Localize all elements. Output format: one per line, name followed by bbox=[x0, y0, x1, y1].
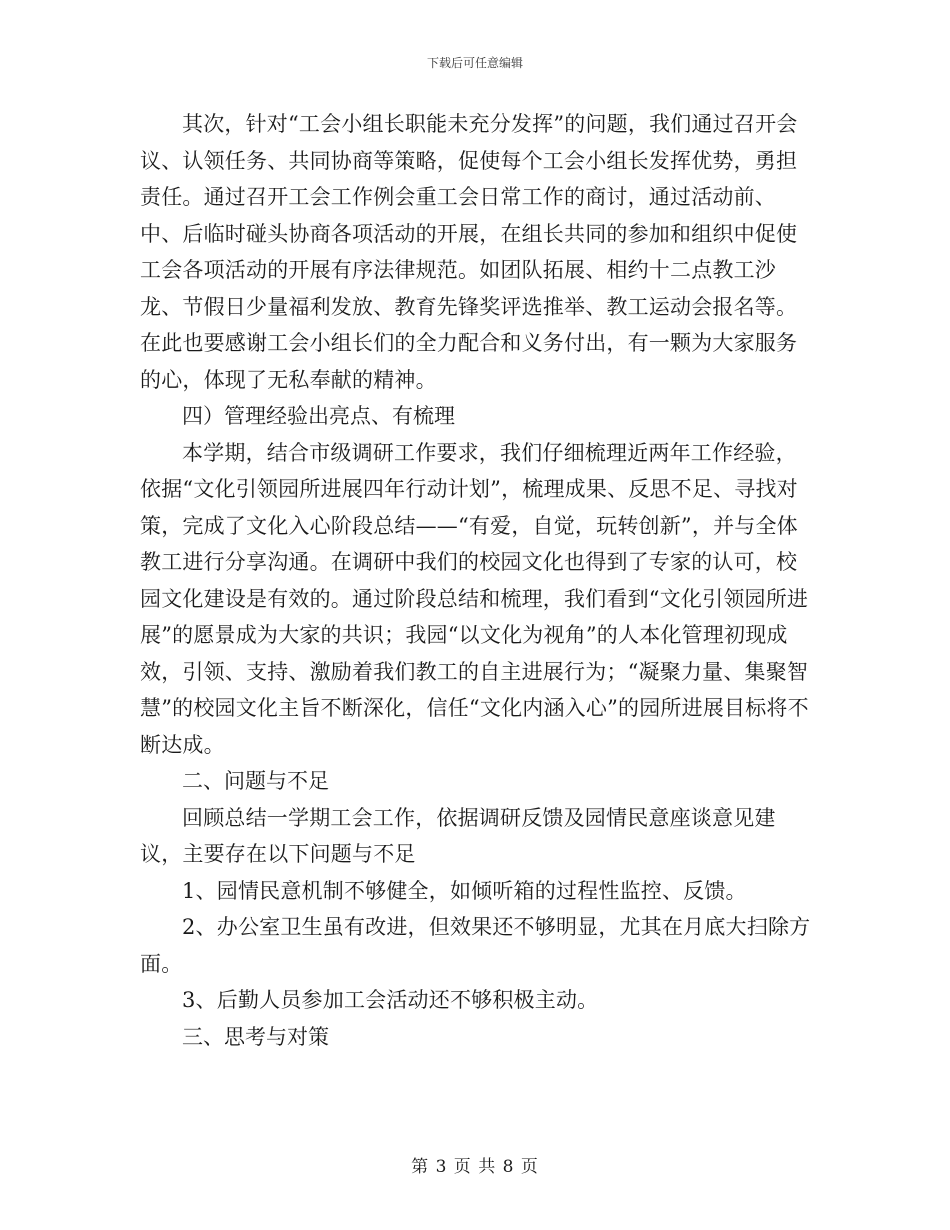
page-number: 第 3 页 共 8 页 bbox=[411, 1157, 539, 1177]
paragraph-culture-summary: 本学期，结合市级调研工作要求，我们仔细梳理近两年工作经验，依据“文化引领园所进展四年行动计划”，梳理成果、反思不足、寻找对策，完成了文化入心阶段总结——“有爱，自觉，玩转创新”，并与全体教工进行分享沟通。在调研中我们的校园文化也得到了专家的认可，校园文化建设是有效的。通过阶段总结和梳理，我们看到“文化引领园所进展”的愿景成为大家的共识；我园“以文化为视角”的人本化管理初现成效，引领、支持、激励着我们教工的自主进展行为；“凝聚力量、集聚智慧”的校园文化主旨不断深化，信任“文化内涵入心”的园所进展目标将不断达成。 bbox=[140, 440, 809, 757]
paragraph-review: 回顾总结一学期工会工作，依据调研反馈及园情民意座谈意见建议，主要存在以下问题与不足 bbox=[140, 805, 776, 866]
section-heading-management-experience: 四）管理经验出亮点、有梳理 bbox=[182, 404, 455, 428]
page-header: 下载后可任意编辑 bbox=[426, 56, 523, 70]
paragraph-group-leaders: 其次，针对“工会小组长职能未充分发挥”的问题，我们通过召开会议、认领任务、共同协商等策略，促使每个工会小组长发挥优势，勇担责任。通过召开工会工作例会重工会日常工作的商讨，通过活动前、中、后临时碰头协商各项活动的开展，在组长共同的参加和组织中促使工会各项活动的开展有序法律规范。如团队拓展、相约十二点教工沙龙、节假日少量福利发放、教育先锋奖评选推举、教工运动会报名等。在此也要感谢工会小组长们的全力配合和义务付出，有一颗为大家服务的心，体现了无私奉献的精神。 bbox=[140, 112, 798, 392]
list-item-problem-1: 1、园情民意机制不够健全，如倾听箱的过程性监控、反馈。 bbox=[182, 878, 747, 903]
list-item-problem-2: 2、办公室卫生虽有改进，但效果还不够明显，尤其在月底大扫除方面。 bbox=[140, 915, 811, 976]
list-item-problem-3: 3、后勤人员参加工会活动还不够积极主动。 bbox=[182, 988, 599, 1012]
document-body bbox=[140, 106, 812, 1055]
section-heading-countermeasures: 三、思考与对策 bbox=[182, 1024, 329, 1049]
section-heading-problems: 二、问题与不足 bbox=[182, 769, 329, 793]
